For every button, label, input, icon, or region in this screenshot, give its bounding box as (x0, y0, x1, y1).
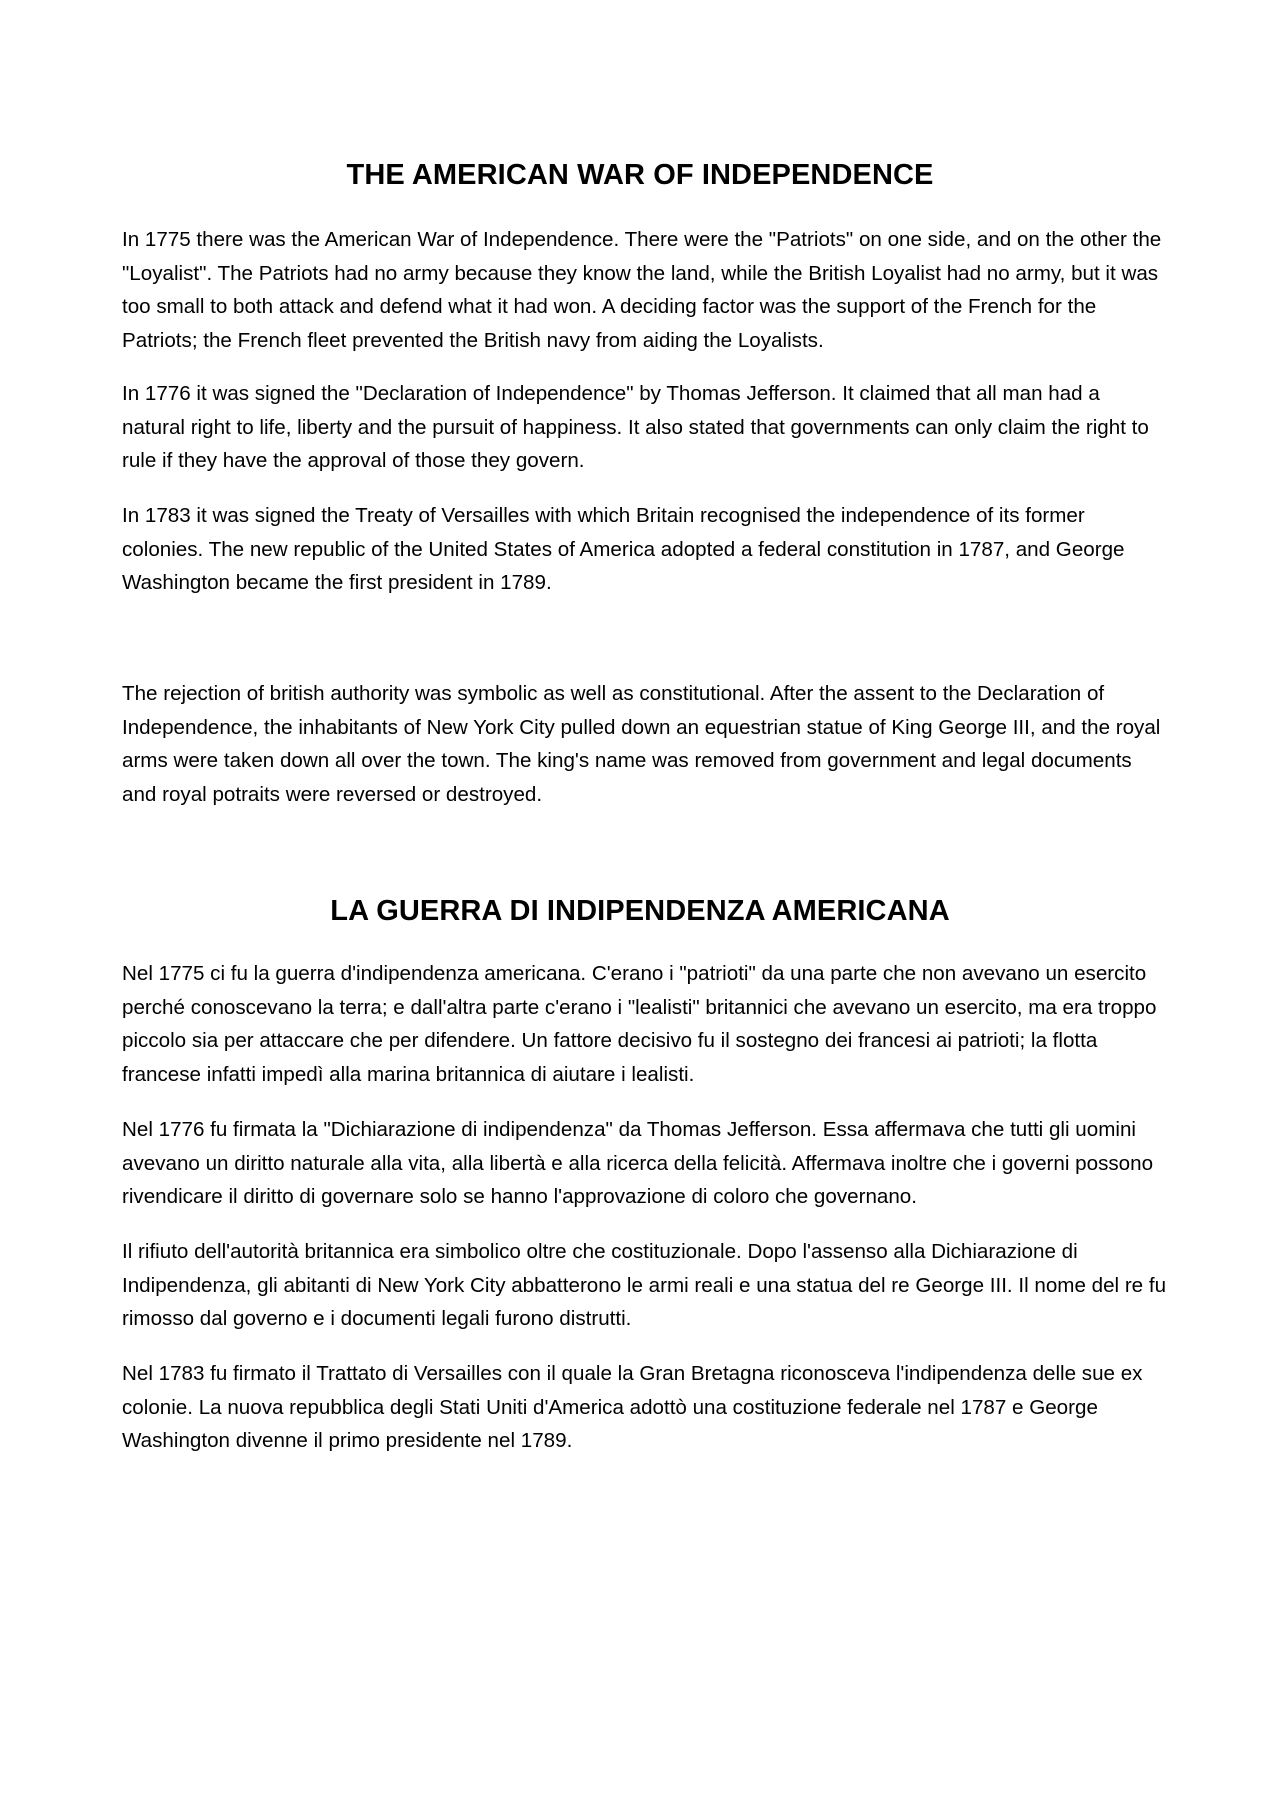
english-title: THE AMERICAN WAR OF INDEPENDENCE (346, 159, 934, 191)
italian-paragraph-3: Il rifiuto dell'autorità britannica era simbolico oltre che costituzionale. Dopo l'assenso alla Dichiarazione di Indipendenza, gli abitanti di New York City abbatterono le armi reali e una statua del re George III. Il nome del re fu rimosso dal governo e i documenti legali furono distrutti. (122, 1240, 1167, 1330)
english-paragraph-2: In 1776 it was signed the "Declaration of Independence" by Thomas Jefferson. It claimed that all man had a natural right to life, liberty and the pursuit of happiness. It also stated that governments can only claim the right to rule if they have the approval of those they govern. (122, 382, 1149, 472)
english-paragraph-4: The rejection of british authority was symbolic as well as constitutional. After the assent to the Declaration of Independence, the inhabitants of New York City pulled down an equestrian statue of King George III, and the royal arms were taken down all over the town. The king's name was removed from government and legal documents and royal potraits were reversed or destroyed. (122, 682, 1161, 806)
italian-paragraph-4: Nel 1783 fu firmato il Trattato di Versailles con il quale la Gran Bretagna riconosceva l'indipendenza delle sue ex colonie. La nuova repubblica degli Stati Uniti d'America adottò una costituzione federale nel 1787 e George Washington divenne il primo presidente nel 1789. (122, 1362, 1143, 1452)
italian-paragraph-1: Nel 1775 ci fu la guerra d'indipendenza americana. C'erano i "patrioti" da una parte che non avevano un esercito perché conoscevano la terra; e dall'altra parte c'erano i "lealisti" britannici che avevano un esercito, ma era troppo piccolo sia per attaccare che per difendere. Un fattore decisivo fu il sostegno dei francesi ai patrioti; la flotta francese infatti impedì alla marina britannica di aiutare i lealisti. (122, 962, 1157, 1086)
italian-title: LA GUERRA DI INDIPENDENZA AMERICANA (330, 895, 950, 927)
english-paragraph-3: In 1783 it was signed the Treaty of Versailles with which Britain recognised the independence of its former colonies. The new republic of the United States of America adopted a federal constitution in 1787, and George Washington became the first president in 1789. (122, 504, 1125, 594)
english-paragraph-1: In 1775 there was the American War of Independence. There were the "Patriots" on one side, and on the other the "Loyalist". The Patriots had no army because they know the land, while the British Loyalist had no army, but it was too small to both attack and defend what it had won. A deciding factor was the support of the French for the Patriots; the French fleet prevented the British navy from aiding the Loyalists. (122, 228, 1162, 352)
italian-paragraph-2: Nel 1776 fu firmata la "Dichiarazione di indipendenza" da Thomas Jefferson. Essa affermava che tutti gli uomini avevano un diritto naturale alla vita, alla libertà e alla ricerca della felicità. Affermava inoltre che i governi possono rivendicare il diritto di governare solo se hanno l'approvazione di coloro che governano. (122, 1118, 1154, 1208)
